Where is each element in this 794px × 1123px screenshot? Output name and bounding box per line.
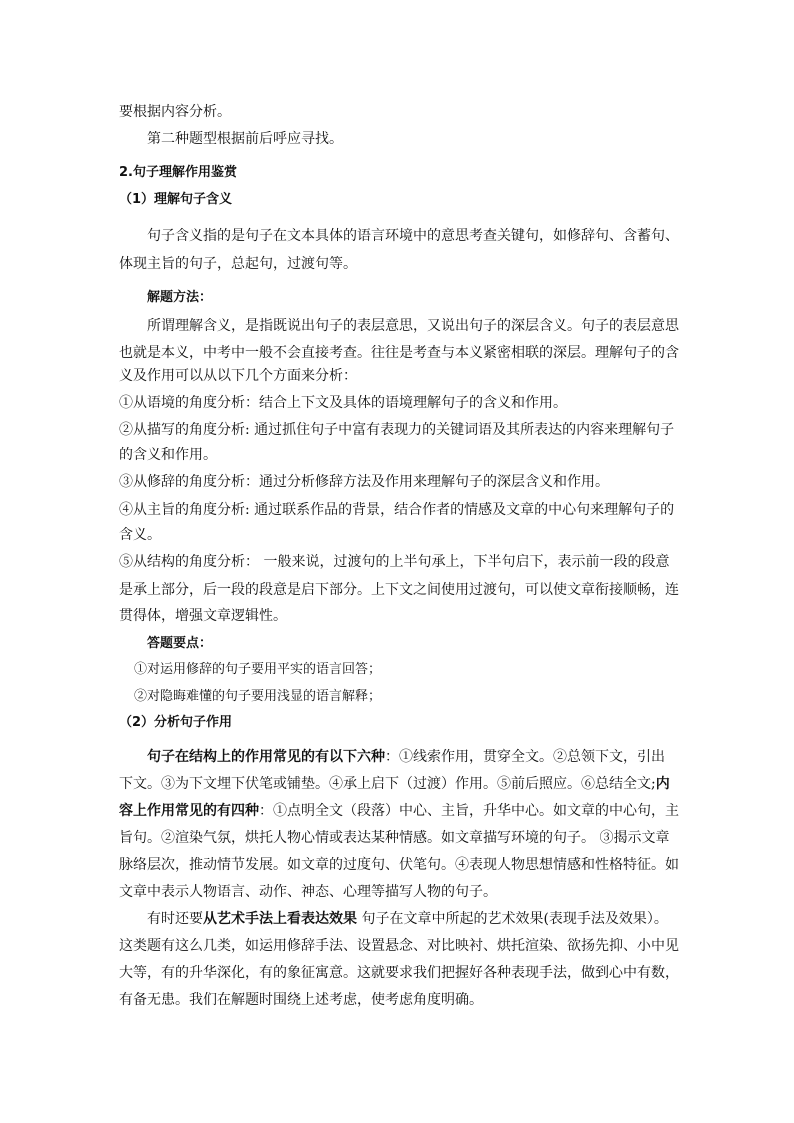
text-line — [119, 801, 679, 821]
list-item: ⑤从结构的角度分析： 一般来说，过渡句的上半句承上，下半句启下，表示前一段的段意 — [119, 554, 670, 570]
text-span: 有时还要 — [147, 911, 203, 927]
bold-phrase: 容上作用常见的有四种 — [119, 803, 259, 819]
text-line: 这类题有这么几类，如运用修辞手法、设置悬念、对比映衬、烘托渲染、欲扬先抑、小中见 — [119, 938, 679, 954]
key-points-title: 答题要点： — [147, 636, 213, 651]
text-line — [147, 747, 665, 767]
list-item: ①从语境的角度分析：结合上下文及具体的语境理解句子的含义和作用。 — [119, 395, 567, 411]
text-line: 大等，有的升华深化，有的象征寓意。这就要求我们把握好各种表现手法，做到心中有数， — [119, 965, 679, 981]
list-item: 是承上部分，后一段的段意是启下部分。上下文之间使用过渡句，可以使文章衔接顺畅，连 — [119, 582, 679, 598]
text-line: 体现主旨的句子，总起句，过渡句等。 — [119, 256, 357, 272]
text-line: 也就是本义，中考中一般不会直接考查。往往是考查与本义紧密相联的深层。理解句子的含 — [119, 345, 679, 361]
text-line: 句子含义指的是句子在文本具体的语言环境中的意思考查关键句，如修辞句、含蓄句、 — [147, 228, 679, 244]
subsection-heading: （2）分析句子作用 — [119, 715, 233, 730]
text-line: 旨句。②渲染气氛，烘托人物心情或表达某种情感。如文章描写环境的句子。 ③揭示文章 — [119, 830, 670, 846]
text-span: 下文。③为下文埋下伏笔或铺垫。④承上启下（过渡）作用。⑤前后照应。⑥总结全文; — [119, 776, 656, 792]
list-item: 的含义和作用。 — [119, 447, 217, 463]
text-line: 所谓理解含义，是指既说出句子的表层意思，又说出句子的深层含义。句子的表层意思 — [147, 318, 679, 334]
bold-phrase: 句子在结构上的作用常见的有以下六种 — [147, 749, 385, 765]
method-title: 解题方法： — [147, 290, 213, 305]
text-line — [119, 774, 670, 794]
subsection-heading: （1）理解句子含义 — [119, 192, 233, 207]
bold-phrase: 从艺术手法上看表达效果 — [203, 911, 357, 927]
text-span: ：①线索作用，贯穿全文。②总领下文，引出 — [385, 749, 665, 765]
text-span: ：①点明全文（段落）中心、主旨，升华中心。如文章的中心句，主 — [259, 803, 679, 819]
text-line — [147, 909, 668, 929]
text-line: 脉络层次，推动情节发展。如文章的过度句、伏笔句。④表现人物思想情感和性格特征。如 — [119, 857, 679, 873]
section-heading: 2.句子理解作用鉴赏 — [119, 165, 237, 180]
key-point: ①对运用修辞的句子要用平实的语言回答； — [134, 662, 382, 677]
list-item: 贯得体，增强文章逻辑性。 — [119, 608, 287, 624]
list-item: ③从修辞的角度分析：通过分析修辞方法及作用来理解句子的深层含义和作用。 — [119, 474, 609, 490]
list-item: ④从主旨的角度分析: 通过联系作品的背景，结合作者的情感及文章的中心句来理解句子的 — [119, 502, 675, 518]
text-line: 第二种题型根据前后呼应寻找。 — [147, 131, 343, 147]
text-line: 要根据内容分析。 — [119, 104, 231, 120]
text-line: 有备无患。我们在解题时围绕上述考虑，使考虑角度明确。 — [119, 992, 483, 1008]
text-span: 句子在文章中所起的艺术效果(表现手法及效果）。 — [357, 911, 668, 927]
key-point: ②对隐晦难懂的句子要用浅显的语言解释； — [134, 689, 382, 704]
text-line: 义及作用可以从以下几个方面来分析： — [119, 368, 357, 384]
bold-phrase: 内 — [655, 776, 670, 792]
list-item: ②从描写的角度分析: 通过抓住句子中富有表现力的关键词语及其所表达的内容来理解句子 — [119, 422, 675, 438]
text-line: 文章中表示人物语言、动作、神态、心理等描写人物的句子。 — [119, 884, 497, 900]
list-item: 含义。 — [119, 527, 161, 543]
